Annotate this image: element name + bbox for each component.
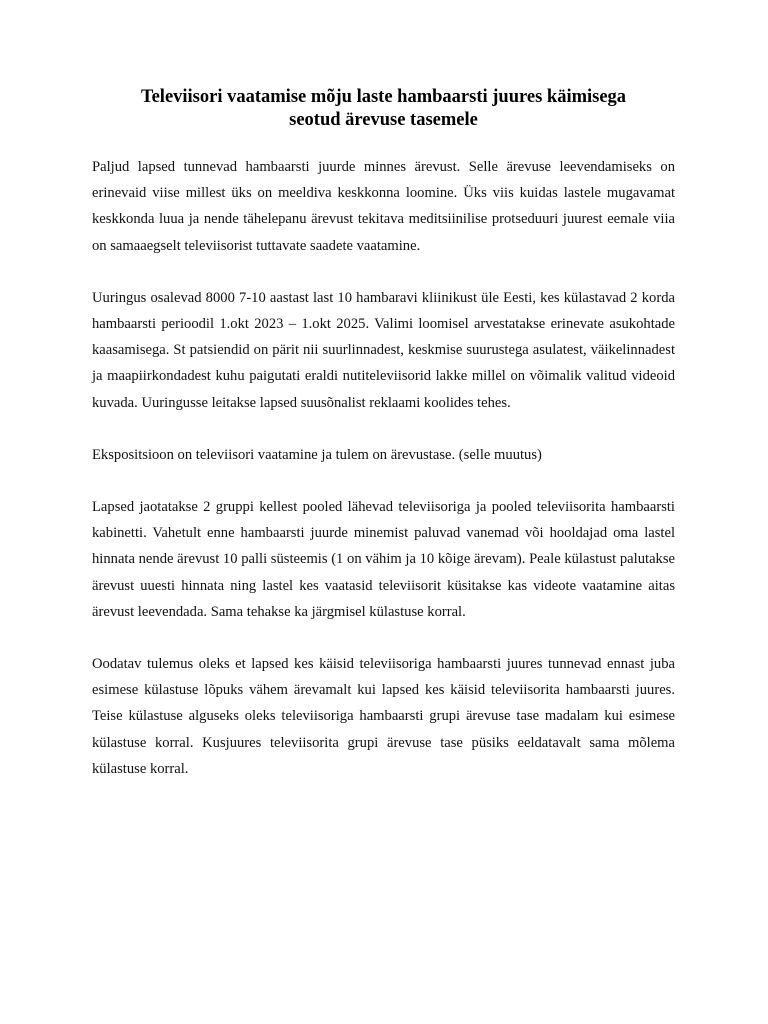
document-page xyxy=(92,86,675,808)
paragraph-exposure-outcome: Ekspositsioon on televiisori vaatamine ja tulem on ärevustase. (selle muutus) xyxy=(92,446,542,463)
title-line-2: seotud ärevuse tasemele xyxy=(289,110,478,130)
document-title xyxy=(92,86,675,132)
title-line-1: Televiisori vaatamise mõju laste hambaarsti juures käimisega xyxy=(140,87,627,107)
paragraph-introduction: Paljud lapsed tunnevad hambaarsti juurde minnes ärevust. Selle ärevuse leevendamiseks on erinevaid viise millest üks on meeldiva keskkonna loomine. Üks viis kuidas lastele mugavamat keskkonda luua ja nende tähelepanu ärevust tekitava meditsiinilise protseduuri juurest eemale viia on samaaegselt televiisorist tuttavate saadete vaatamine. xyxy=(92,159,675,254)
paragraph-method: Lapsed jaotatakse 2 gruppi kellest pooled lähevad televiisoriga ja pooled televiisorita hambaarsti kabinetti. Vahetult enne hambaarsti juurde minemist paluvad vanemad või hooldajad oma lastel hinnata nende ärevust 10 palli süsteemis (1 on vähim ja 10 kõige ärevam). Peale külastust palutakse ärevust uuesti hinnata ning lastel kes vaatasid televiisorit küsitakse kas videote vaatamine aitas ärevust leevendada. Sama tehakse ka järgmisel külastuse korral. xyxy=(92,499,675,620)
paragraph-study-participants: Uuringus osalevad 8000 7-10 aastast last 10 hambaravi kliinikust üle Eesti, kes külastavad 2 korda hambaarsti perioodil 1.okt 2023 – 1.okt 2025. Valimi loomisel arvestatakse erinevate asukohtade kaasamisega. St patsiendid on pärit nii suurlinnadest, keskmise suurustega asulatest, väikelinnadest ja maapiirkondadest kuhu paigutati eraldi nutiteleviisorid lakke millel on võimalik valitud videoid kuvada. Uuringusse leitakse lapsed suusõnalist reklaami koolides tehes. xyxy=(92,289,675,411)
paragraph-expected-result: Oodatav tulemus oleks et lapsed kes käisid televiisoriga hambaarsti juures tunnevad ennast juba esimese külastuse lõpuks vähem ärevamalt kui lapsed kes käisid televiisorita hambaarsti juures. Teise külastuse alguseks oleks televiisoriga hambaarsti grupi ärevuse tase madalam kui esimese külastuse korral. Kusjuures televiisorita grupi ärevuse tase püsiks eeldatavalt sama mõlema külastuse korral. xyxy=(92,656,675,777)
